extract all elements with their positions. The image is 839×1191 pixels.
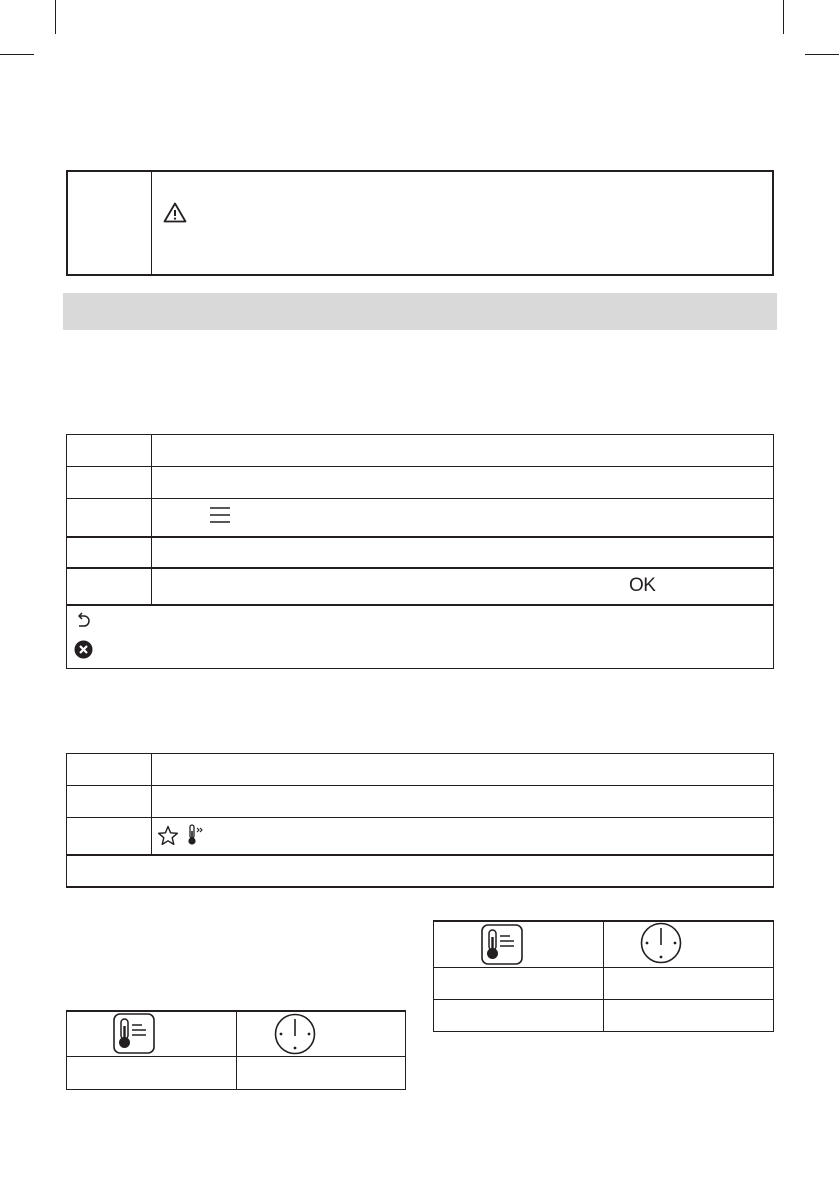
table-left-col-divider — [236, 1011, 237, 1090]
table-2-frame — [66, 753, 774, 888]
warning-box-divider — [151, 172, 152, 274]
thermometer-icon — [481, 924, 523, 965]
crop-mark-top-right — [783, 0, 784, 34]
section-header — [63, 293, 777, 330]
clock-icon — [274, 1013, 316, 1055]
table-2-row-divider — [66, 785, 774, 786]
table-1-row-divider — [66, 567, 774, 569]
ok-button-icon: OK — [629, 575, 656, 596]
crop-mark-top-right — [805, 54, 839, 55]
table-right-col-divider — [603, 921, 604, 1032]
table-2-col-divider — [151, 753, 152, 855]
table-1-row-divider — [66, 604, 774, 606]
clock-icon — [640, 922, 682, 964]
back-arrow-icon — [75, 612, 91, 630]
table-1-col-divider — [151, 434, 152, 605]
favourite-star-icon — [157, 825, 179, 846]
crop-mark-top-left — [0, 54, 34, 55]
table-1-row-divider — [66, 466, 774, 467]
table-2-row-divider — [66, 854, 774, 856]
table-1-row-divider — [66, 536, 774, 538]
table-1-frame — [66, 434, 774, 669]
crop-mark-top-left — [55, 0, 56, 34]
thermometer-icon — [113, 1013, 155, 1054]
fast-heat-up-icon — [186, 823, 208, 847]
warning-box — [66, 170, 774, 276]
table-1-row-divider — [66, 498, 774, 499]
cancel-circle-icon — [74, 640, 93, 659]
menu-icon — [209, 506, 231, 524]
table-2-row-divider — [66, 817, 774, 818]
warning-triangle-icon — [163, 202, 187, 223]
